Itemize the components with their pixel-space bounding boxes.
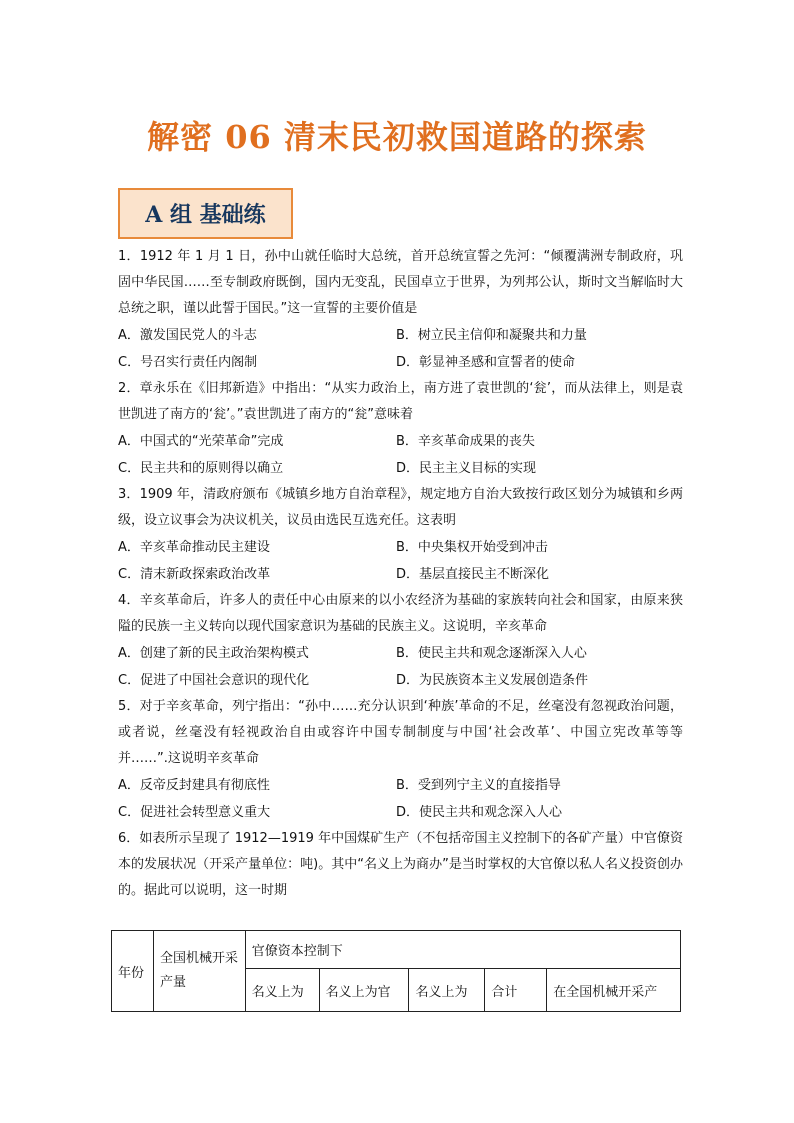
question-5-options	[118, 772, 683, 826]
question-3-option-a: A．辛亥革命推动民主建设	[118, 540, 270, 555]
table-header-national-output: 全国机械开采产量	[153, 931, 245, 1012]
question-2-option-d: D．民主主义目标的实现	[396, 461, 537, 476]
page-title: 解密 06 清末民初救国道路的探索	[147, 118, 647, 156]
table-header-bureaucrat-capital: 官僚资本控制下	[245, 931, 680, 969]
question-4-options	[118, 640, 683, 694]
question-2-option-c: C．民主共和的原则得以确立	[118, 461, 284, 476]
question-3-option-b: B．中央集权开始受到冲击	[396, 540, 548, 555]
table-subheader-4: 合计	[485, 969, 547, 1012]
question-5-stem: 5．对于辛亥革命，列宁指出：“孙中……充分认识到‘种族’革命的不足，丝毫没有忽视政治问题，或者说，丝毫没有轻视政治自由或容许中国专制制度与中国‘社会改革’、中国立宪改革等等并……”.这说明辛亥革命	[118, 699, 683, 766]
question-3-options	[118, 534, 683, 588]
coal-production-table	[111, 930, 681, 1012]
table-subheader-1: 名义上为	[245, 969, 319, 1012]
question-5-option-d: D．使民主共和观念深入人心	[396, 805, 563, 820]
question-4-option-a: A．创建了新的民主政治架构模式	[118, 646, 309, 661]
question-4-option-c: C．促进了中国社会意识的现代化	[118, 673, 310, 688]
question-3-option-c: C．清末新政探索政治改革	[118, 567, 271, 582]
question-4-stem: 4．辛亥革命后，许多人的责任中心由原来的以小农经济为基础的家族转向社会和国家，由原来狭隘的民族一主义转向以现代国家意识为基础的民族主义。这说明，辛亥革命	[118, 593, 683, 634]
question-1-option-c: C．号召实行责任内阁制	[118, 355, 258, 370]
table-header-year: 年份	[112, 931, 154, 1012]
section-label-box	[118, 188, 293, 239]
table-subheader-5: 在全国机械开采产	[547, 969, 681, 1012]
question-2-options	[118, 428, 683, 482]
question-1-option-d: D．彰显神圣感和宣誓者的使命	[396, 355, 576, 370]
table-subheader-2: 名义上为官	[319, 969, 409, 1012]
question-1-options	[118, 322, 683, 376]
question-2-stem: 2．章永乐在《旧邦新造》中指出：“从实力政治上，南方进了袁世凯的‘瓮’，而从法律上，则是袁世凯进了南方的‘瓮’。”袁世凯进了南方的“瓮”意味着	[118, 381, 683, 422]
question-1-stem: 1．1912 年 1 月 1 日，孙中山就任临时大总统，首开总统宣誓之先河：“倾覆满洲专制政府，巩固中华民国……至专制政府既倒，国内无变乱，民国卓立于世界，为列邦公认，斯时文当解临时大总统之职，谨以此誓于国民。”这一宣誓的主要价值是	[118, 249, 683, 316]
section-label: A 组 基础练	[145, 202, 266, 228]
question-5-option-b: B．受到列宁主义的直接指导	[396, 778, 561, 793]
question-4-option-d: D．为民族资本主义发展创造条件	[396, 673, 589, 688]
question-5-option-c: C．促进社会转型意义重大	[118, 805, 271, 820]
question-4-option-b: B．使民主共和观念逐渐深入人心	[396, 646, 587, 661]
question-1-option-a: A．激发国民党人的斗志	[118, 328, 257, 343]
question-2-option-a: A．中国式的“光荣革命”完成	[118, 434, 284, 449]
question-6-stem: 6．如表所示呈现了 1912—1919 年中国煤矿生产（不包括帝国主义控制下的各矿产量）中官僚资本的发展状况（开采产量单位：吨)。其中“名义上为商办”是当时掌权的大官僚以私人名义投资创办的。据此可以说明，这一时期	[118, 831, 683, 898]
question-1-option-b: B．树立民主信仰和凝聚共和力量	[396, 328, 587, 343]
question-5-option-a: A．反帝反封建具有彻底性	[118, 778, 270, 793]
table-subheader-3: 名义上为	[409, 969, 485, 1012]
question-2-option-b: B．辛亥革命成果的丧失	[396, 434, 535, 449]
question-list	[118, 244, 683, 904]
question-3-option-d: D．基层直接民主不断深化	[396, 567, 550, 582]
question-3-stem: 3．1909 年，清政府颁布《城镇乡地方自治章程》，规定地方自治大致按行政区划分为城镇和乡两级，设立议事会为决议机关，议员由选民互选充任。这表明	[118, 487, 683, 528]
